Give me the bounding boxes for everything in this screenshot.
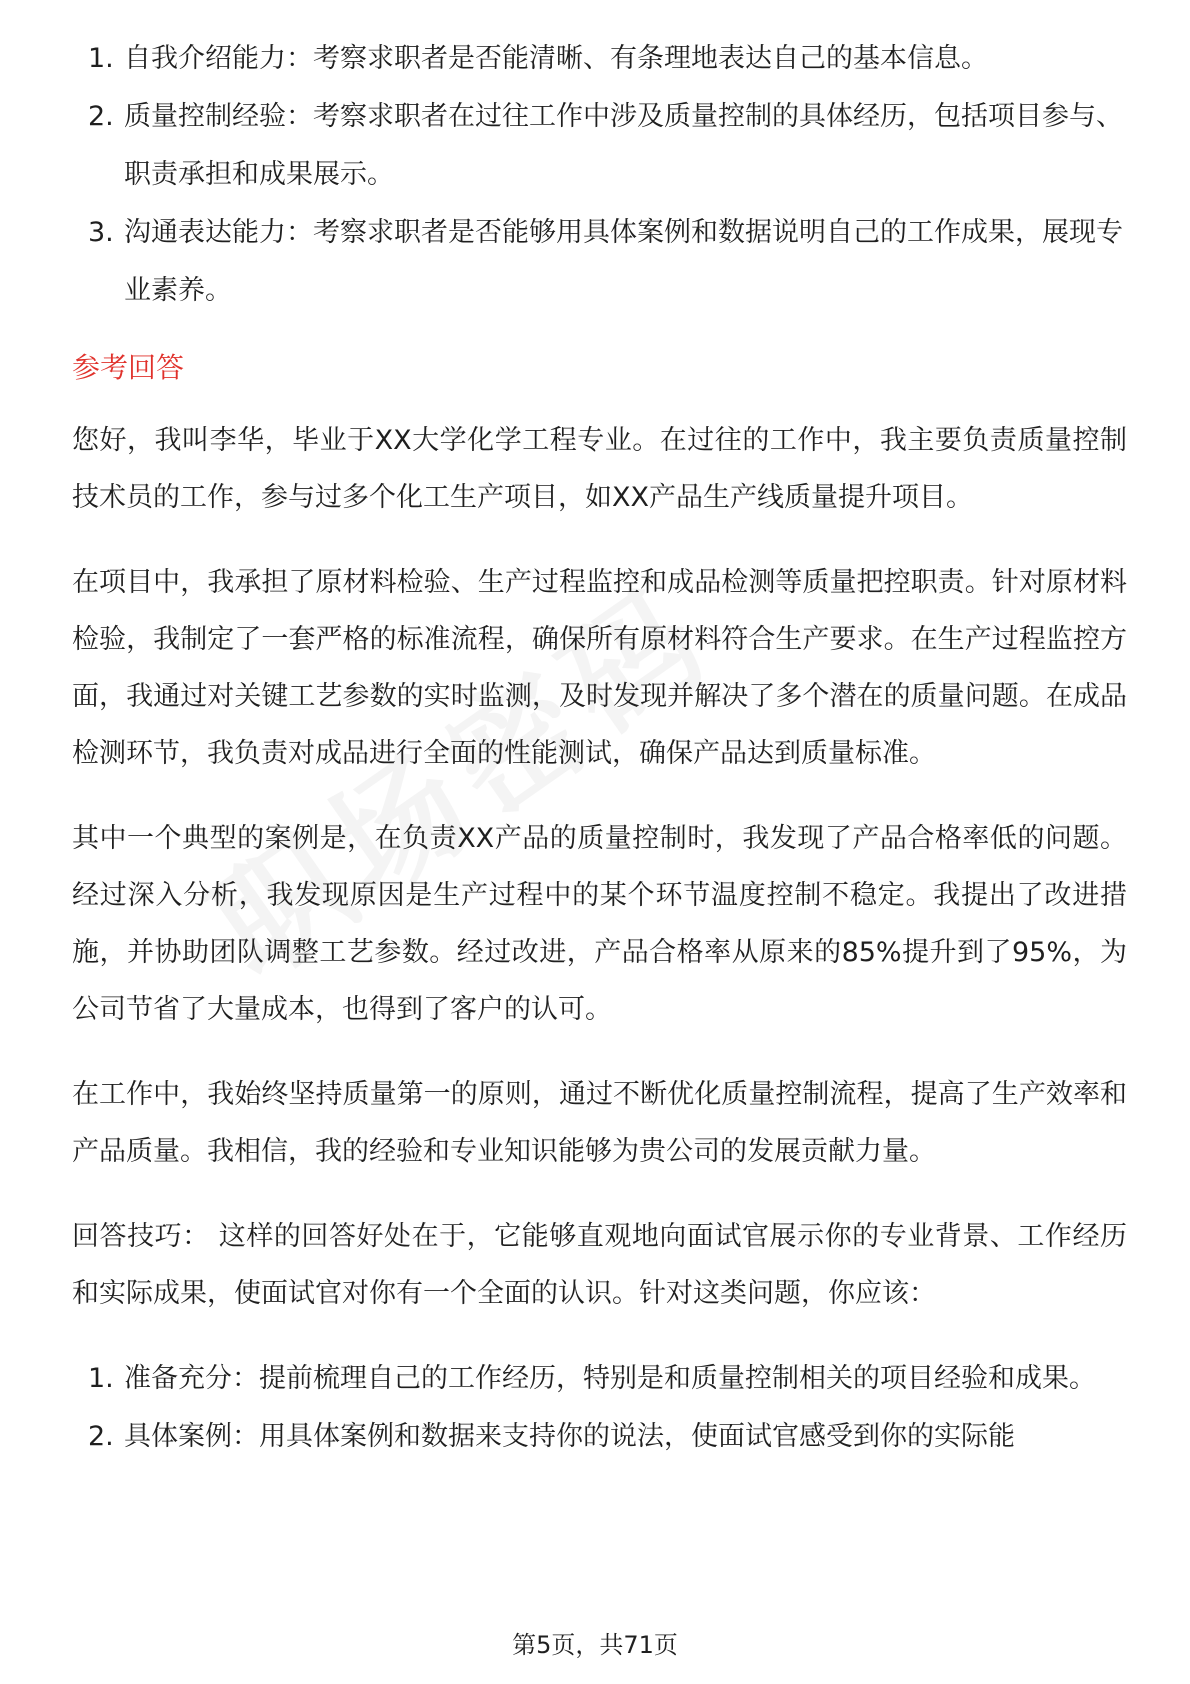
reference-answer-heading: 参考回答 [72, 351, 185, 384]
list-item [72, 1408, 1127, 1466]
list-item-number: 1. [88, 43, 114, 74]
page-footer: 第5页，共71页 [512, 1631, 678, 1659]
list-item [72, 88, 1127, 204]
list-item-text: 沟通表达能力：考察求职者是否能够用具体案例和数据说明自己的工作成果，展现专业素养。 [124, 217, 1123, 306]
list-item-number: 1. [88, 1363, 114, 1394]
list-item [72, 204, 1127, 320]
page-content [72, 30, 1127, 1466]
tips-list [72, 1350, 1127, 1466]
evaluation-points-list [72, 30, 1127, 320]
list-item [72, 1350, 1127, 1408]
paragraph: 在项目中，我承担了原材料检验、生产过程监控和成品检测等质量把控职责。针对原材料检验，我制定了一套严格的标准流程，确保所有原材料符合生产要求。在生产过程监控方面，我通过对关键工艺参数的实时监测，及时发现并解决了多个潜在的质量问题。在成品检测环节，我负责对成品进行全面的性能测试，确保产品达到质量标准。 [72, 567, 1127, 769]
list-item-text: 自我介绍能力：考察求职者是否能清晰、有条理地表达自己的基本信息。 [124, 43, 988, 74]
list-item-text: 具体案例：用具体案例和数据来支持你的说法，使面试官感受到你的实际能 [124, 1421, 1015, 1452]
list-item-text: 质量控制经验：考察求职者在过往工作中涉及质量控制的具体经历，包括项目参与、职责承担和成果展示。 [124, 101, 1123, 190]
list-item-text: 准备充分：提前梳理自己的工作经历，特别是和质量控制相关的项目经验和成果。 [124, 1363, 1096, 1394]
list-item [72, 30, 1127, 88]
paragraph: 其中一个典型的案例是，在负责XX产品的质量控制时，我发现了产品合格率低的问题。经过深入分析，我发现原因是生产过程中的某个环节温度控制不稳定。我提出了改进措施，并协助团队调整工艺参数。经过改进，产品合格率从原来的85%提升到了95%，为公司节省了大量成本，也得到了客户的认可。 [72, 823, 1127, 1025]
paragraph: 您好，我叫李华，毕业于XX大学化学工程专业。在过往的工作中，我主要负责质量控制技术员的工作，参与过多个化工生产项目，如XX产品生产线质量提升项目。 [72, 425, 1127, 513]
paragraph: 回答技巧： 这样的回答好处在于，它能够直观地向面试官展示你的专业背景、工作经历和实际成果，使面试官对你有一个全面的认识。针对这类问题，你应该： [72, 1221, 1127, 1309]
list-item-number: 2. [88, 101, 114, 132]
list-item-number: 3. [88, 217, 114, 248]
list-item-number: 2. [88, 1421, 114, 1452]
paragraph: 在工作中，我始终坚持质量第一的原则，通过不断优化质量控制流程，提高了生产效率和产品质量。我相信，我的经验和专业知识能够为贵公司的发展贡献力量。 [72, 1079, 1127, 1167]
